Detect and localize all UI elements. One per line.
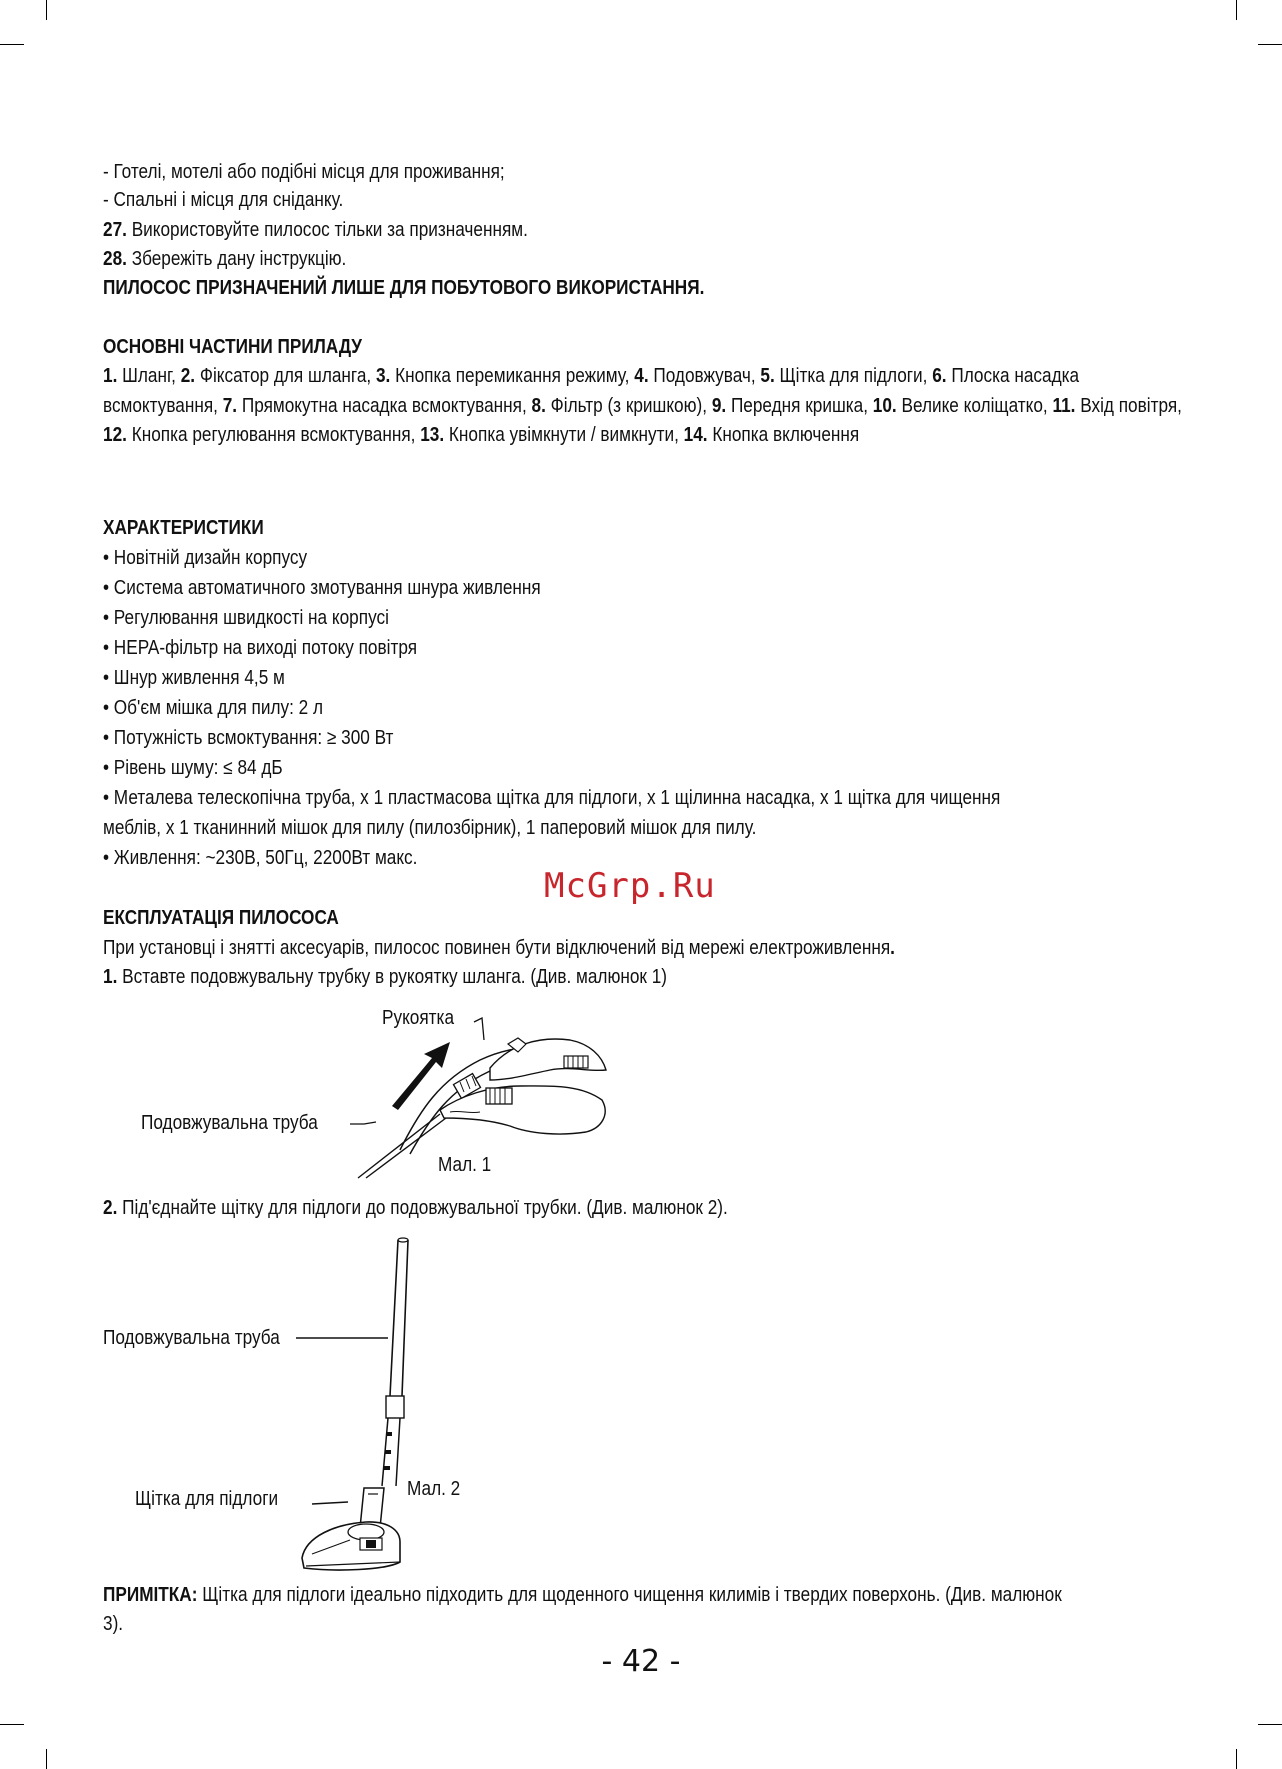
spec-item: • Живлення: ~230В, 50Гц, 2200Вт макс. bbox=[103, 847, 418, 869]
step-text: Під'єднайте щітку для підлоги до подовжувальної трубки. (Див. малюнок 2). bbox=[117, 1197, 728, 1219]
list-item: - Спальні і місця для сніданку. bbox=[103, 189, 344, 211]
fig1-tube-label: Подовжувальна труба bbox=[141, 1112, 318, 1134]
spec-item: • Металева телескопічна труба, х 1 пластмасова щітка для підлоги, х 1 щілинна насадка, х 1 щітка для чищення bbox=[103, 787, 1001, 809]
step-number: 2. bbox=[103, 1197, 118, 1219]
spec-item: • Система автоматичного змотування шнура живлення bbox=[103, 577, 541, 599]
spec-item: • Об'єм мішка для пилу: 2 л bbox=[103, 697, 324, 719]
part-number: 6. bbox=[932, 365, 947, 387]
part-name: Кнопка увімкнути / вимкнути, bbox=[444, 424, 684, 446]
part-number: 14. bbox=[683, 424, 708, 446]
part-name: Фіксатор для шланга, bbox=[195, 365, 376, 387]
part-name: Шланг, bbox=[117, 365, 181, 387]
note-continued: 3). bbox=[103, 1613, 124, 1635]
part-number: 11. bbox=[1052, 394, 1076, 417]
part-name: Плоска насадка всмоктування, bbox=[103, 365, 1080, 417]
spec-item: • Рівень шуму: ≤ 84 дБ bbox=[103, 757, 283, 779]
part-number: 8. bbox=[531, 394, 546, 417]
spec-item: • Потужність всмоктування: ≥ 300 Вт bbox=[103, 727, 394, 749]
part-number: 3. bbox=[375, 365, 391, 387]
part-name: Кнопка перемикання режиму, bbox=[390, 365, 635, 387]
list-item bbox=[103, 216, 1034, 246]
part-name: Подовжувач, bbox=[648, 365, 761, 387]
spec-item: • Новітній дизайн корпусу bbox=[103, 547, 308, 569]
step-text: Вставте подовжувальну трубку в рукоятку шланга. (Див. малюнок 1) bbox=[117, 966, 668, 988]
spec-item: • Шнур живлення 4,5 м bbox=[103, 667, 285, 689]
part-number: 5. bbox=[760, 365, 775, 387]
household-use-notice: ПИЛОСОС ПРИЗНАЧЕНИЙ ЛИШЕ ДЛЯ ПОБУТОВОГО ВИКОРИСТАННЯ. bbox=[103, 277, 705, 299]
part-name: Вхід повітря, bbox=[1075, 394, 1182, 417]
part-number: 4. bbox=[634, 365, 649, 387]
specs-heading: ХАРАКТЕРИСТИКИ bbox=[103, 517, 264, 539]
crop-mark bbox=[0, 44, 24, 45]
item-number: 28. bbox=[103, 248, 127, 270]
note-label: ПРИМІТКА: bbox=[103, 1584, 198, 1606]
note-text: Щітка для підлоги ідеально підходить для щоденного чищення килимів і твердих поверхонь. (Див. малюнок bbox=[197, 1584, 1062, 1606]
crop-mark bbox=[1258, 1724, 1282, 1725]
part-number: 12. bbox=[103, 424, 127, 446]
crop-mark bbox=[0, 1724, 24, 1725]
list-item: - Готелі, мотелі або подібні місця для проживання; bbox=[103, 161, 505, 183]
usage-intro bbox=[103, 934, 1034, 964]
step-number: 1. bbox=[103, 966, 118, 988]
fig2-caption: Мал. 2 bbox=[407, 1478, 461, 1500]
crop-mark bbox=[46, 1749, 47, 1769]
spec-item: • Регулювання швидкості на корпусі bbox=[103, 607, 389, 629]
fig2-tube-label: Подовжувальна труба bbox=[103, 1327, 280, 1349]
item-number: 27. bbox=[103, 219, 127, 241]
list-item bbox=[103, 245, 1034, 275]
part-name: Прямокутна насадка всмоктування, bbox=[237, 394, 532, 417]
spec-item-continued: меблів, х 1 тканинний мішок для пилу (пилозбірник), 1 паперовий мішок для пилу. bbox=[103, 817, 757, 839]
crop-mark bbox=[1236, 1749, 1237, 1769]
spec-item: • HEPA-фільтр на виході потоку повітря bbox=[103, 637, 418, 659]
part-name: Передня кришка, bbox=[726, 394, 873, 417]
watermark: McGrp.Ru bbox=[544, 866, 716, 906]
part-name: Велике коліщатко, bbox=[896, 394, 1053, 417]
usage-intro-text: При установці і знятті аксесуарів, пилосос повинен бути відключений від мережі електроживлення bbox=[103, 937, 891, 959]
fig1-caption: Мал. 1 bbox=[438, 1154, 492, 1176]
parts-list bbox=[103, 362, 1185, 451]
step-1 bbox=[103, 963, 1034, 993]
part-number: 1. bbox=[103, 365, 118, 387]
parts-heading: ОСНОВНІ ЧАСТИНИ ПРИЛАДУ bbox=[103, 336, 362, 358]
crop-mark bbox=[46, 0, 47, 20]
usage-heading: ЕКСПЛУАТАЦІЯ ПИЛОСОСА bbox=[103, 907, 339, 929]
step-2 bbox=[103, 1194, 1034, 1224]
part-name: Щітка для підлоги, bbox=[774, 365, 933, 387]
item-text: Використовуйте пилосос тільки за призначенням. bbox=[126, 219, 528, 241]
part-number: 2. bbox=[180, 365, 196, 387]
fig1-illustration bbox=[340, 1000, 620, 1180]
part-number: 10. bbox=[872, 394, 897, 417]
part-number: 9. bbox=[711, 394, 727, 417]
note bbox=[103, 1581, 1062, 1611]
crop-mark bbox=[1236, 0, 1237, 20]
fig1-handle-label: Рукоятка bbox=[382, 1007, 455, 1029]
fig2-illustration bbox=[296, 1236, 416, 1576]
part-name: Кнопка включення bbox=[707, 424, 860, 446]
part-name: Кнопка регулювання всмоктування, bbox=[126, 424, 421, 446]
usage-intro-dot: . bbox=[890, 937, 895, 959]
fig2-brush-label: Щітка для підлоги bbox=[135, 1488, 279, 1510]
part-number: 13. bbox=[420, 424, 445, 446]
page-number: - 42 - bbox=[601, 1644, 681, 1679]
part-number: 7. bbox=[222, 394, 238, 417]
item-text: Збережіть дану інструкцію. bbox=[126, 248, 347, 270]
part-name: Фільтр (з кришкою), bbox=[545, 394, 712, 417]
crop-mark bbox=[1258, 44, 1282, 45]
